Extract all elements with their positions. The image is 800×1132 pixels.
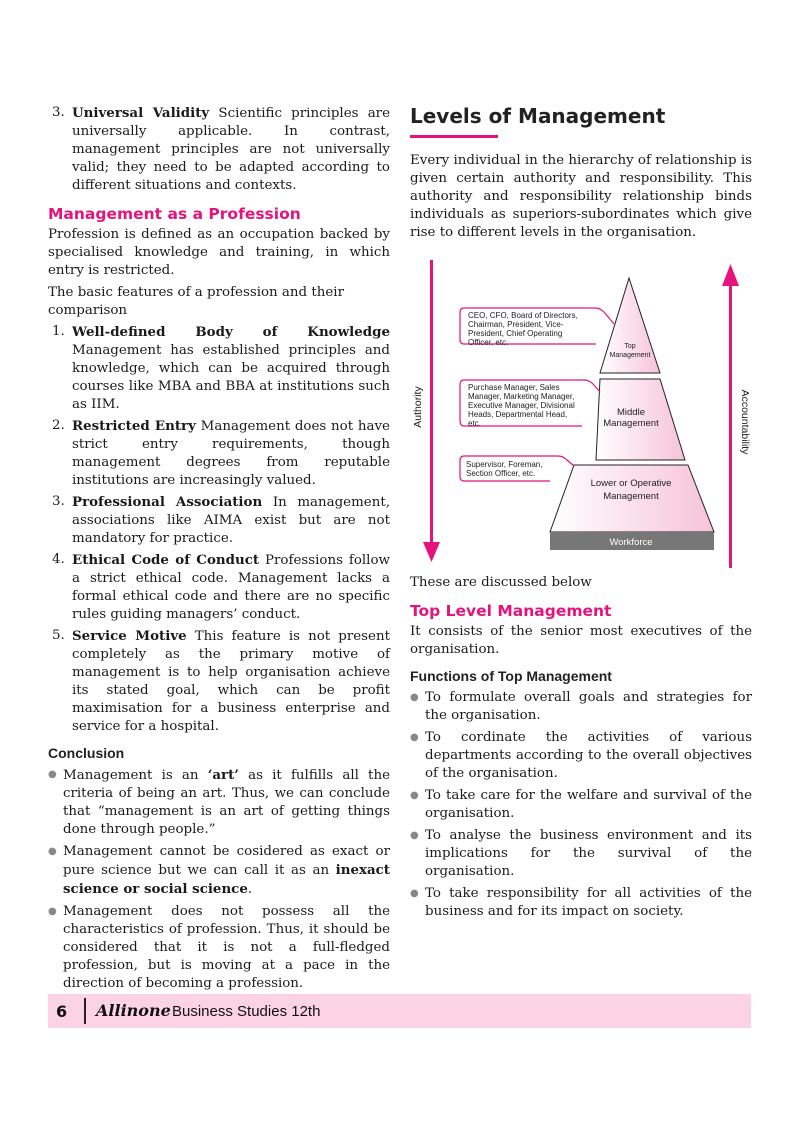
authority-label: Authority bbox=[412, 386, 424, 428]
list-item: 3. Professional Association In management, associations like AIMA exist but are not mandatory for practice. bbox=[52, 494, 390, 546]
svg-text:Officer, etc.: Officer, etc. bbox=[468, 338, 509, 347]
list-item: ● To take responsibility for all activities of the business and for its impact on society. bbox=[410, 886, 752, 919]
svg-text:President, Chief Operating: President, Chief Operating bbox=[468, 329, 563, 338]
features-intro: The basic features of a profession and their comparison bbox=[48, 285, 344, 318]
universal-validity-item: 3. Universal Validity Scientific principles are universally applicable. In contrast, management principles are not universally valid; they need to be adapted according to different situations and contexts. bbox=[52, 105, 390, 193]
term: Universal Validity bbox=[72, 105, 210, 121]
list-item: 4. Ethical Code of Conduct Professions follow a strict ethical code. Management lacks a formal ethical code and there are no specific rules guiding managers’ conduct. bbox=[52, 552, 390, 622]
svg-text:Executive Manager, Divisional: Executive Manager, Divisional bbox=[468, 401, 575, 410]
bullet-icon: ● bbox=[48, 906, 57, 917]
workforce-label: Workforce bbox=[609, 537, 653, 548]
discussed-note: These are discussed below bbox=[410, 575, 592, 590]
features-list bbox=[48, 323, 390, 736]
svg-text:Manager, Marketing Manager,: Manager, Marketing Manager, bbox=[468, 392, 575, 401]
left-column bbox=[48, 104, 390, 993]
conclusion-heading: Conclusion bbox=[48, 745, 125, 761]
list-item: ● To formulate overall goals and strategies for the organisation. bbox=[410, 690, 752, 723]
accountability-label: Accountability bbox=[739, 389, 750, 455]
lower-label-2: Management bbox=[603, 491, 659, 502]
list-item: 1. Well-defined Body of Knowledge Management has established principles and knowledge, which can be acquired through courses like MBA and BBA at institutions such as IIM. bbox=[52, 324, 390, 412]
middle-label-1: Middle bbox=[617, 407, 645, 418]
list-item: 5. Service Motive This feature is not present completely as the primary motive of management is to help organisation achieve its stated goal, which can be profit maximisation for a business enterprise and service for a hospital. bbox=[52, 628, 390, 734]
svg-text:Heads, Departmental Head,: Heads, Departmental Head, bbox=[468, 410, 568, 419]
functions-list bbox=[410, 689, 752, 921]
pyramid-svg bbox=[410, 252, 750, 572]
bullet-icon: ● bbox=[48, 769, 57, 780]
levels-intro: Every individual in the hierarchy of relationship is given certain authority and responsibility. This authority and responsibility relationship binds individuals as superiors-subordinates which give rise to different levels in the organisation. bbox=[410, 153, 752, 240]
authority-arrow-shaft bbox=[430, 260, 433, 544]
svg-text:Purchase Manager, Sales: Purchase Manager, Sales bbox=[468, 383, 560, 392]
svg-text:Section Officer, etc.: Section Officer, etc. bbox=[466, 469, 536, 478]
bullet-icon: ● bbox=[410, 692, 419, 703]
book-title: Business Studies 12th bbox=[172, 1003, 321, 1020]
svg-text:CEO, CFO, Board of Directors,: CEO, CFO, Board of Directors, bbox=[468, 311, 578, 320]
svg-text:etc.: etc. bbox=[468, 419, 481, 428]
list-item: ● Management is an ‘art’ as it fulfills all the criteria of being an art. Thus, we can conclude that “management is an art of getting things done through people.” bbox=[48, 767, 390, 837]
right-column bbox=[410, 104, 752, 921]
bullet-icon: ● bbox=[410, 888, 419, 899]
authority-arrowhead bbox=[423, 542, 440, 562]
profession-heading: Management as a Profession bbox=[48, 205, 301, 223]
management-pyramid-diagram bbox=[410, 252, 750, 572]
top-level-heading: Top Level Management bbox=[410, 602, 612, 620]
bullet-icon: ● bbox=[410, 830, 419, 841]
list-item: ● To analyse the business environment and its implications for the survival of the organisation. bbox=[410, 828, 752, 879]
functions-heading: Functions of Top Management bbox=[410, 668, 612, 684]
list-item: ● To cordinate the activities of various departments according to the overall objectives of the organisation. bbox=[410, 730, 752, 781]
middle-label-2: Management bbox=[603, 418, 659, 429]
top-label-1: Top bbox=[624, 343, 636, 350]
profession-definition: Profession is defined as an occupation backed by specialised knowledge and training, in which entry is restricted. bbox=[48, 227, 390, 278]
brand-logo: Allinone bbox=[96, 1001, 171, 1020]
top-label-2: Management bbox=[609, 352, 651, 359]
list-item: ● To take care for the welfare and survival of the organisation. bbox=[410, 788, 752, 821]
page-number: 6 bbox=[56, 1002, 68, 1021]
top-level-definition: It consists of the senior most executives of the organisation. bbox=[410, 624, 752, 657]
accountability-arrow-shaft bbox=[729, 284, 732, 568]
svg-text:Chairman, President, Vice-: Chairman, President, Vice- bbox=[468, 320, 564, 329]
lower-label-1: Lower or Operative bbox=[590, 478, 672, 489]
conclusion-list bbox=[48, 766, 390, 993]
bullet-icon: ● bbox=[410, 732, 419, 743]
levels-heading: Levels of Management bbox=[410, 104, 666, 128]
bullet-icon: ● bbox=[410, 790, 419, 801]
footer-divider bbox=[84, 998, 86, 1024]
heading-underline bbox=[410, 135, 498, 138]
svg-text:Supervisor, Foreman,: Supervisor, Foreman, bbox=[466, 460, 543, 469]
bullet-icon: ● bbox=[48, 846, 57, 857]
list-item: 2. Restricted Entry Management does not have strict entry requirements, though management degrees from reputable institutions are increasingly valued. bbox=[52, 418, 390, 488]
list-item: ● Management cannot be cosidered as exact or pure science but we can call it as an inexact science or social science. bbox=[48, 844, 390, 897]
accountability-arrowhead bbox=[722, 264, 739, 286]
list-item: ● Management does not possess all the characteristics of profession. Thus, it should be considered that it is not a full-fledged profession, but is moving at a pace in the direction of becoming a profession. bbox=[48, 904, 390, 991]
